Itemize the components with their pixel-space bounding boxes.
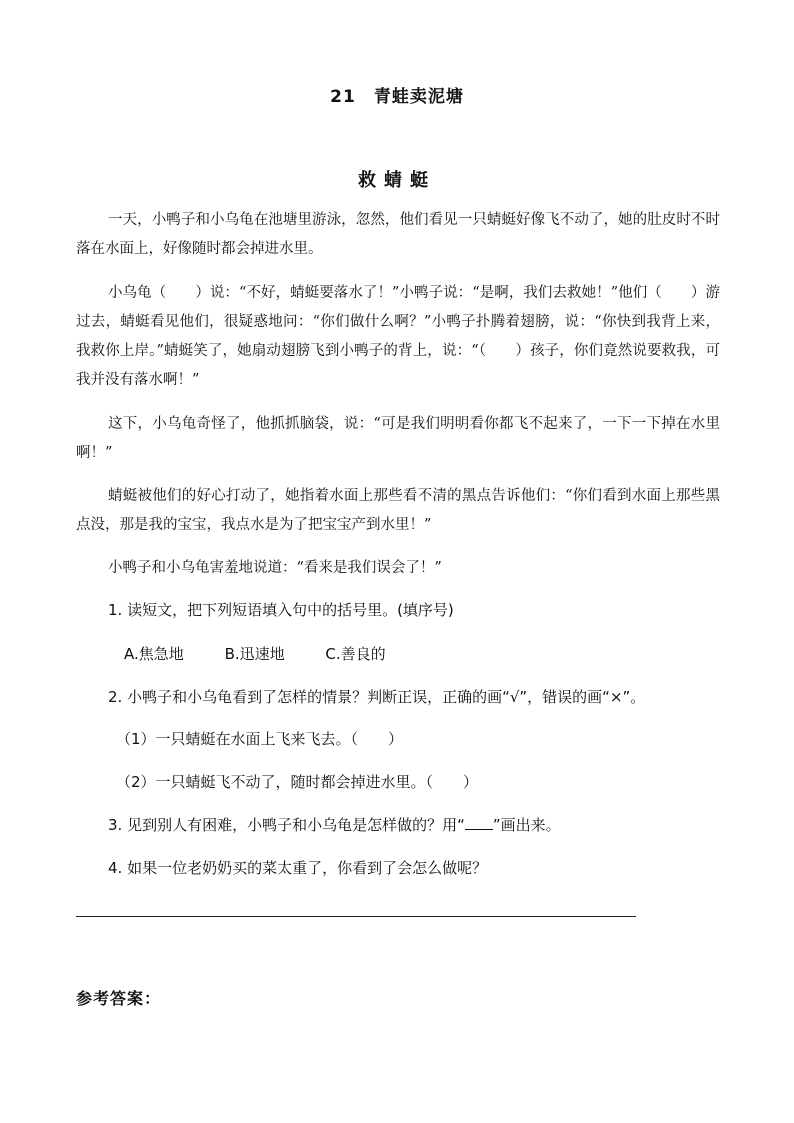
answer-writing-line[interactable] [76,916,636,917]
question-3-text-before: 3. 见到别人有困难，小鸭子和小乌龟是怎样做的？用“ [108,816,465,834]
story-title: 救蜻蜓 [358,170,436,191]
option-b: B.迅速地 [224,645,285,663]
answer-key-heading: 参考答案： [76,989,162,1008]
passage-paragraph-5: 小鸭子和小乌龟害羞地说道：“看来是我们误会了！” [108,560,442,576]
question-4: 4. 如果一位老奶奶买的菜太重了，你看到了会怎么做呢？ [108,859,488,877]
passage-paragraph-2: 小乌龟（ ）说：“不好，蜻蜓要落水了！”小鸭子说：“是啊，我们去救她！”他们（ ）游过去，蜻蜓看见他们，很疑惑地问：“你们做什么啊？”小鸭子扑腾着翅膀，说：“你快到我背上来，我救你上岸。”蜻蜓笑了，她扇动翅膀飞到小鸭子的背上，说：“（ ）孩子，你们竟然说要救我，可我并没有落水啊！” [76,285,720,388]
option-a: A.焦急地 [124,645,184,663]
question-1: 1. 读短文，把下列短语填入句中的括号里。(填序号) [108,601,454,619]
underline-sample-mark [465,815,493,830]
question-2: 2. 小鸭子和小乌龟看到了怎样的情景？判断正误，正确的画“√”，错误的画“×”。 [108,688,646,706]
question-2-item-1: （1）一只蜻蜓在水面上飞来飞去。（ ） [116,730,404,748]
lesson-title: 21 青蛙卖泥塘 [330,87,464,107]
question-3-text-after: ”画出来。 [492,816,561,834]
passage-paragraph-3: 这下，小乌龟奇怪了，他抓抓脑袋，说：“可是我们明明看你都飞不起来了，一下一下掉在水里啊！” [76,416,720,461]
option-c: C.善良的 [325,645,386,663]
question-3 [108,815,561,835]
passage-paragraph-4: 蜻蜓被他们的好心打动了，她指着水面上那些看不清的黑点告诉他们：“你们看到水面上那些黑点没，那是我的宝宝，我点水是为了把宝宝产到水里！” [76,488,720,533]
question-2-item-2: （2）一只蜻蜓飞不动了，随时都会掉进水里。（ ） [116,773,479,791]
question-1-options [124,644,422,664]
passage-paragraph-1: 一天，小鸭子和小乌龟在池塘里游泳，忽然，他们看见一只蜻蜓好像飞不动了，她的肚皮时不时落在水面上，好像随时都会掉进水里。 [76,212,720,257]
